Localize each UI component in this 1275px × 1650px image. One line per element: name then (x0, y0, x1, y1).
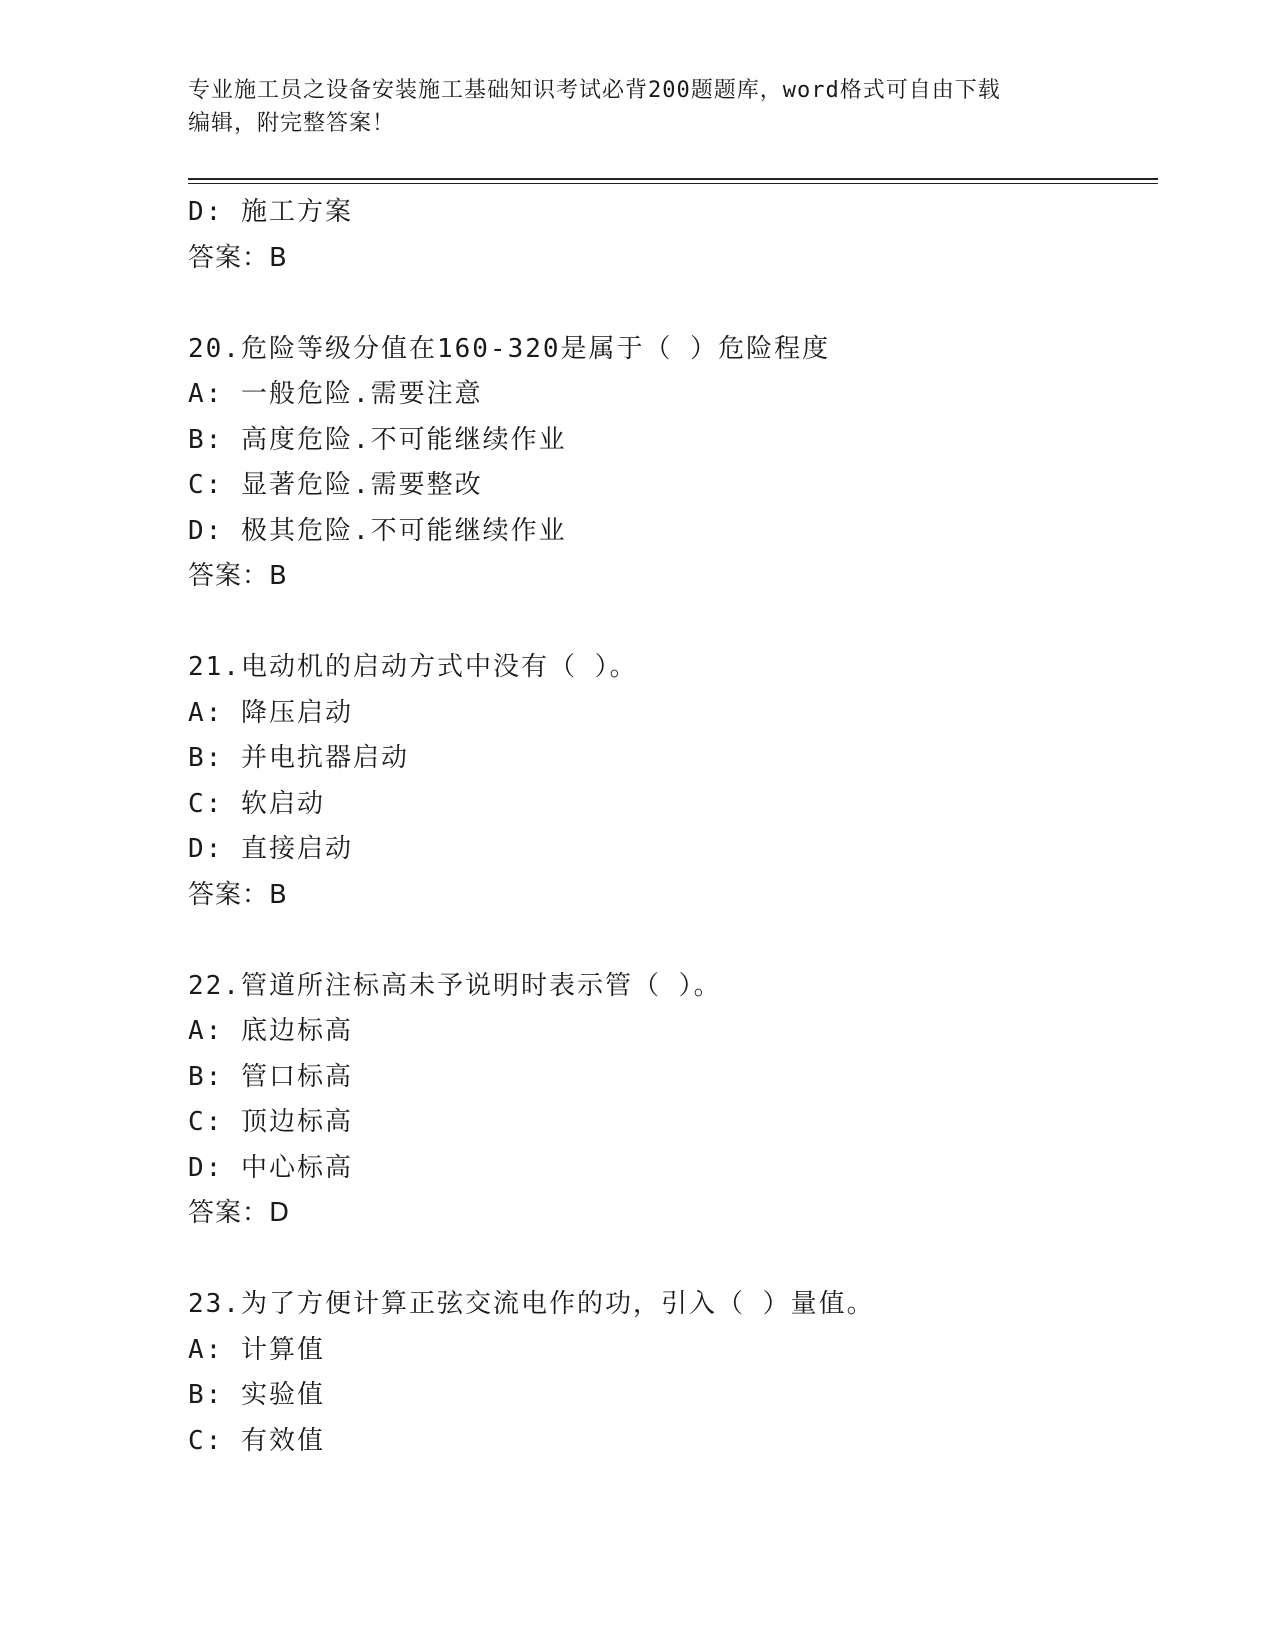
answer: 答案：B (188, 879, 288, 910)
document-header (188, 74, 1088, 140)
question-stem: 21.电动机的启动方式中没有（ ）。 (188, 652, 638, 682)
question-21 (188, 645, 1158, 918)
option-c: C: 有效值 (188, 1425, 325, 1456)
option-d: D: 施工方案 (188, 197, 353, 227)
option-a: A: 底边标高 (188, 1016, 353, 1046)
answer: 答案：D (188, 1198, 291, 1228)
option-b: B: 高度危险.不可能继续作业 (188, 424, 567, 455)
header-divider (188, 178, 1158, 184)
option-c: C: 顶边标高 (188, 1107, 353, 1137)
option-c: C: 显著危险.需要整改 (188, 470, 483, 500)
option-d: D: 中心标高 (188, 1152, 353, 1183)
question-list (188, 190, 1158, 1464)
option-a: A: 一般危险.需要注意 (188, 379, 483, 409)
option-d: D: 直接启动 (188, 834, 353, 864)
option-b: B: 实验值 (188, 1380, 325, 1410)
spacer (188, 1237, 1158, 1283)
option-c: C: 软启动 (188, 788, 325, 819)
spacer (188, 281, 1158, 327)
header-title-line-2: 编辑，附完整答案！ (188, 111, 396, 136)
spacer (188, 918, 1158, 964)
spacer (188, 600, 1158, 646)
option-d: D: 极其危险.不可能继续作业 (188, 515, 567, 546)
option-a: A: 计算值 (188, 1334, 325, 1365)
question-22 (188, 964, 1158, 1237)
option-b: B: 管口标高 (188, 1061, 353, 1092)
previous-question-tail (188, 190, 1158, 281)
question-stem: 20.危险等级分值在160-320是属于（ ）危险程度 (188, 333, 831, 364)
question-23 (188, 1282, 1158, 1464)
option-b: B: 并电抗器启动 (188, 743, 409, 773)
question-stem: 22.管道所注标高未予说明时表示管（ ）。 (188, 970, 722, 1001)
option-a: A: 降压启动 (188, 697, 353, 728)
answer: 答案：B (188, 242, 288, 273)
header-title-line-1: 专业施工员之设备安装施工基础知识考试必背200题题库，word格式可自由下载 (188, 78, 1001, 103)
answer: 答案：B (188, 561, 288, 591)
question-stem: 23.为了方便计算正弦交流电作的功，引入（ ）量值。 (188, 1289, 875, 1319)
question-20 (188, 327, 1158, 600)
